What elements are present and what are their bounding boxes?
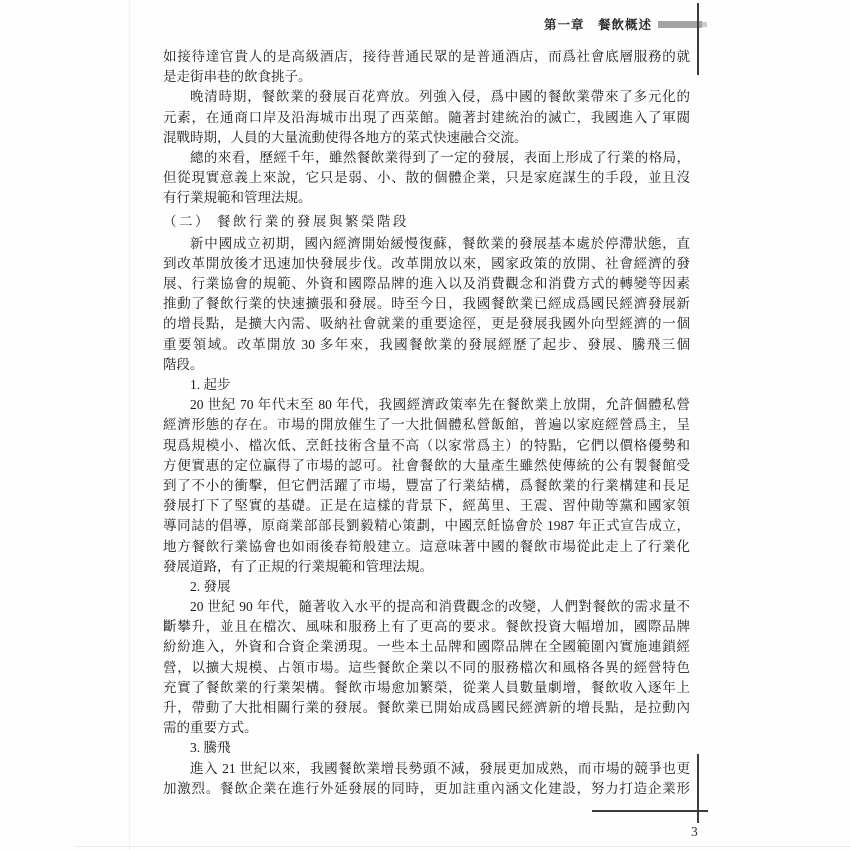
text-line: 20 世紀 70 年代末至 80 年代，我國經濟政策率先在餐飲業上放開，允許個體私營 — [190, 397, 690, 413]
text-line: 總的來看，歷經千年，雖然餐飲業得到了一定的發展，表面上形成了行業的格局， — [190, 149, 690, 165]
text-block — [163, 47, 690, 799]
crop-mark-bottom-right-vertical — [697, 754, 699, 823]
text-line: 需的重要方式。 — [163, 720, 258, 736]
text-line: 方便實惠的定位贏得了市場的認可。社會餐飲的大量產生雖然使傳統的公有製餐館受 — [163, 457, 690, 473]
text-line: 的增長點，是擴大內需、吸納社會就業的重要途徑，更是發展我國外向型經濟的一個 — [163, 316, 690, 332]
paragraph — [163, 148, 690, 209]
header-bar-tail-decoration — [702, 22, 707, 27]
text-line: 展、行業協會的規範、外資和國際品牌的進入以及消費觀念和消費方式的轉變等因素 — [163, 276, 690, 292]
text-line: 元素，在通商口岸及沿海城市出現了西菜館。隨著封建統治的滅亡，我國進入了軍閥 — [163, 109, 690, 125]
numbered-heading: 1. 起步 — [190, 377, 231, 392]
text-line: 是走街串巷的飲食挑子。 — [163, 69, 312, 85]
text-line: 加激烈。餐飲企業在進行外延發展的同時，更加註重內涵文化建設，努力打造企業形 — [163, 780, 690, 796]
text-line: 發展打下了堅實的基礎。正是在這樣的背景下，經萬里、王震、習仲勛等黨和國家領 — [163, 498, 690, 514]
scan-edge-left — [129, 0, 130, 850]
page-number: 3 — [691, 824, 698, 839]
text-line: 進入 21 世紀以來，我國餐飲業增長勢頭不減，發展更加成熟，而市場的競爭也更 — [190, 760, 690, 776]
section-heading: （二） 餐飲行業的發展與繁榮階段 — [163, 213, 409, 229]
text-line: 階段。 — [163, 356, 204, 372]
crop-mark-bottom-right-horizontal — [592, 810, 708, 812]
text-line: 發展道路，有了正規的行業規範和管理法規。 — [163, 558, 433, 574]
paragraph — [163, 87, 690, 148]
text-line: 混戰時期，人員的大量流動使得各地方的菜式快速融合交流。 — [163, 129, 528, 145]
text-line: 但從現實意義上來說，它只是弱、小、散的個體企業，只是家庭謀生的手段，並且沒 — [163, 170, 690, 186]
paragraph — [163, 395, 690, 577]
text-line: 推動了餐飲行業的快速擴張和發展。時至今日，我國餐飲業已經成爲國民經濟發展新 — [163, 296, 690, 312]
text-line: 斷攀升，並且在檔次、風味和服務上有了更高的要求。餐飲投資大幅增加，國際品牌 — [163, 619, 690, 635]
text-line: 到改革開放後才迅速加快發展步伐。改革開放以來，國家政策的放開、社會經濟的發 — [163, 255, 690, 271]
text-line: 晚清時期，餐飲業的發展百花齊放。列強入侵，爲中國的餐飲業帶來了多元化的 — [190, 89, 690, 105]
numbered-heading: 2. 發展 — [190, 578, 231, 594]
text-line: 地方餐飲行業協會也如雨後春筍般建立。這意味著中國的餐飲市場從此走上了行業化 — [163, 538, 690, 554]
text-line: 導同誌的倡導，原商業部部長劉毅精心策劃，中國烹飪協會於 1987 年正式宣告成立， — [163, 518, 690, 534]
text-line: 20 世紀 90 年代，隨著收入水平的提高和消費觀念的改變，人們對餐飲的需求量不 — [190, 599, 690, 615]
running-head: 第一章 餐飲概述 — [543, 18, 652, 32]
paragraph — [163, 597, 690, 738]
text-line: 重要領域。改革開放 30 多年來，我國餐飲業的發展經歷了起步、發展、騰飛三個 — [163, 336, 690, 352]
text-line: 如接待達官貴人的是高級酒店，接待普通民眾的是普通酒店，而爲社會底層服務的就 — [163, 49, 690, 64]
text-line: 紛紛進入，外資和合資企業湧現。一些本土品牌和國際品牌在全國範圍內實施連鎖經 — [163, 639, 690, 655]
text-line: 充實了餐飲業的行業架構。餐飲市場愈加繁榮，從業人員數量劇增，餐飲收入逐年上 — [163, 679, 690, 695]
text-line: 現爲規模小、檔次低、烹飪技術含量不高（以家常爲主）的特點，它們以價格優勢和 — [163, 437, 690, 453]
text-line: 營，以擴大規模、占領市場。這些餐飲企業以不同的服務檔次和風格各異的經營特色 — [163, 659, 690, 675]
text-line: 經濟形態的存在。市場的開放催生了一大批個體私營飯館，普遍以家庭經營爲主，呈 — [163, 417, 690, 433]
paragraph — [163, 234, 690, 375]
header-bar-decoration — [658, 21, 702, 28]
text-line: 有行業規範和管理法規。 — [163, 190, 312, 206]
numbered-heading: 3. 騰飛 — [190, 740, 231, 756]
crop-mark-top-right-vertical — [697, 3, 699, 75]
text-line: 到了不小的衝擊，但它們活躍了市場，豐富了行業結構，爲餐飲業的行業構建和長足 — [163, 477, 690, 493]
scan-edge-bottom — [75, 846, 850, 847]
paragraph — [163, 759, 690, 799]
text-line: 新中國成立初期，國內經濟開始緩慢復蘇，餐飲業的發展基本處於停滯狀態，直 — [190, 235, 690, 251]
paragraph — [163, 47, 690, 87]
text-line: 升，帶動了大批相關行業的發展。餐飲業已開始成爲國民經濟新的增長點，是拉動內 — [163, 700, 690, 715]
